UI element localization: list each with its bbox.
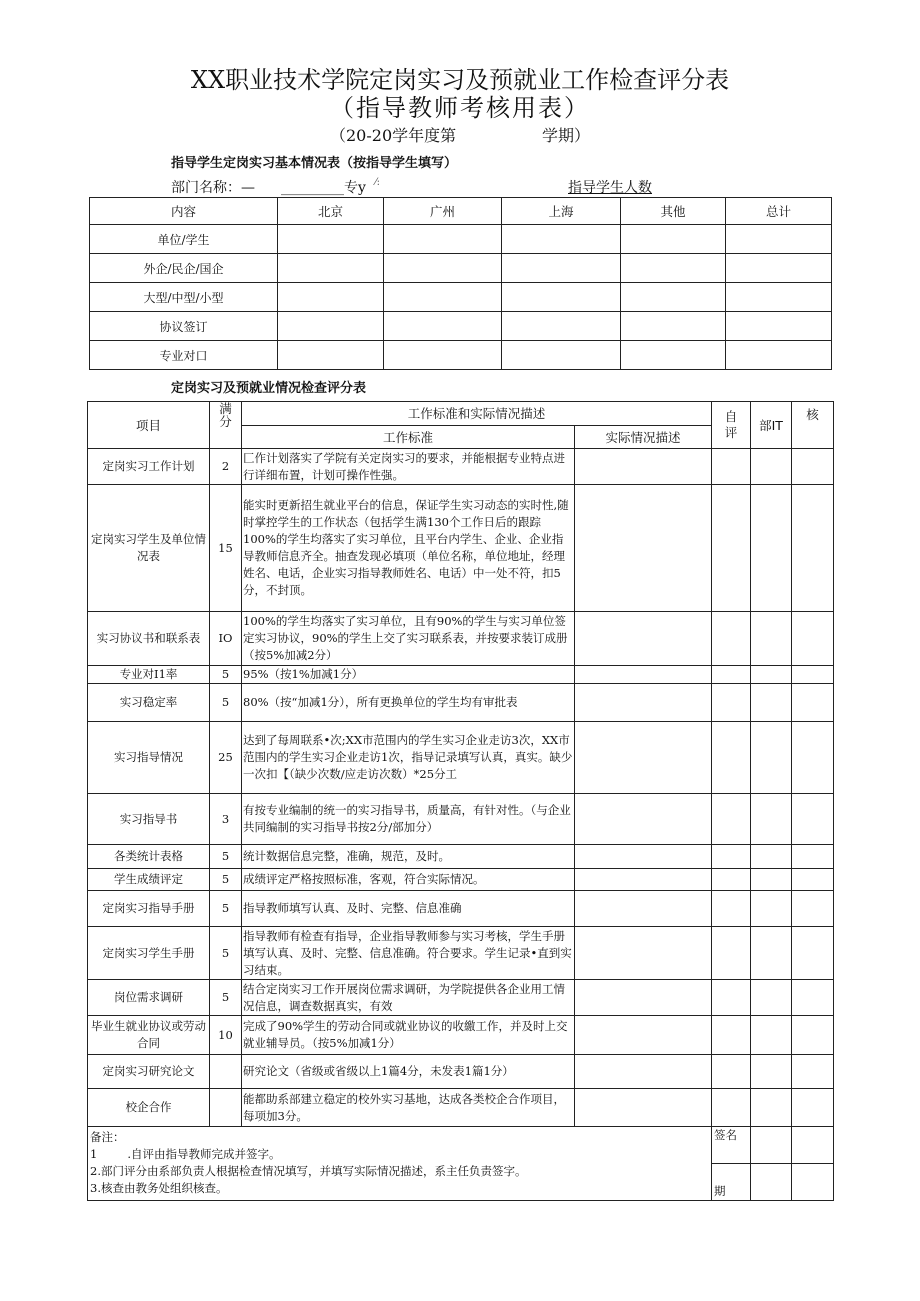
col-dept-eval: 部IT bbox=[751, 402, 792, 449]
table-row bbox=[88, 845, 834, 869]
eval-item: 专业对I1率 bbox=[88, 666, 210, 684]
eval-dept-input[interactable] bbox=[751, 891, 792, 927]
eval-check-input[interactable] bbox=[792, 845, 834, 869]
eval-full-score: 5 bbox=[210, 869, 242, 891]
eval-standard: 有按专业编制的统一的实习指导书，质量高，有针对性。（与企业共同编制的实习指导书按2分/部加分） bbox=[242, 794, 575, 845]
table-row bbox=[88, 684, 834, 722]
eval-full-score: 5 bbox=[210, 927, 242, 980]
eval-full-score: 5 bbox=[210, 891, 242, 927]
col-actual: 实际情况描述 bbox=[575, 426, 712, 449]
table-row bbox=[88, 980, 834, 1016]
eval-check-input[interactable] bbox=[792, 485, 834, 612]
student-count-label: 指导学生人数 bbox=[568, 180, 652, 196]
eval-standard: 匚作计划落实了学院有关定岗实习的要求，并能根据专业特点进行详细布置，计划可操作性强。 bbox=[242, 449, 575, 485]
eval-dept-input[interactable] bbox=[751, 845, 792, 869]
dept-mark: ⁄: bbox=[375, 177, 381, 188]
input-cell[interactable] bbox=[278, 341, 384, 370]
col-total: 总计 bbox=[726, 198, 832, 225]
table-row bbox=[88, 1055, 834, 1089]
eval-standard: 结合定岗实习工作开展岗位需求调研，为学院提供各企业用工情况信息，调查数据真实，有效 bbox=[242, 980, 575, 1016]
eval-dept-input[interactable] bbox=[751, 1055, 792, 1089]
eval-item: 实习指导情况 bbox=[88, 722, 210, 794]
col-check: 核 bbox=[792, 402, 834, 449]
input-cell[interactable] bbox=[384, 341, 502, 370]
input-cell[interactable] bbox=[384, 283, 502, 312]
table-row bbox=[90, 341, 832, 370]
eval-full-score: 5 bbox=[210, 684, 242, 722]
eval-self-input[interactable] bbox=[712, 1016, 751, 1055]
basic-info-table bbox=[89, 197, 832, 370]
eval-standard: 80%（按“加减1分），所有更换单位的学生均有审批表 bbox=[242, 684, 575, 722]
table-row bbox=[90, 312, 832, 341]
eval-dept-input[interactable] bbox=[751, 1016, 792, 1055]
note-1-text: .自评由指导教师完成并签字。 bbox=[127, 1147, 281, 1161]
eval-check-input[interactable] bbox=[792, 891, 834, 927]
note-line-1 bbox=[90, 1146, 709, 1163]
table-row bbox=[90, 225, 832, 254]
eval-check-input[interactable] bbox=[792, 612, 834, 666]
eval-check-input[interactable] bbox=[792, 722, 834, 794]
table-row bbox=[88, 612, 834, 666]
term-left: （20-20学年度第 bbox=[330, 126, 457, 145]
eval-dept-input[interactable] bbox=[751, 449, 792, 485]
eval-item: 岗位需求调研 bbox=[88, 980, 210, 1016]
section1-heading: 指导学生定岗实习基本情况表（按指导学生填写） bbox=[171, 156, 458, 171]
eval-full-score: 10 bbox=[210, 1016, 242, 1055]
eval-check-input[interactable] bbox=[792, 666, 834, 684]
input-cell[interactable] bbox=[726, 312, 832, 341]
input-cell[interactable] bbox=[726, 254, 832, 283]
eval-self-input[interactable] bbox=[712, 794, 751, 845]
eval-actual-input[interactable] bbox=[575, 891, 712, 927]
eval-check-input[interactable] bbox=[792, 449, 834, 485]
eval-self-input[interactable] bbox=[712, 1055, 751, 1089]
eval-actual-input[interactable] bbox=[575, 927, 712, 980]
eval-dept-input[interactable] bbox=[751, 1089, 792, 1127]
eval-actual-input[interactable] bbox=[575, 684, 712, 722]
eval-item: 校企合作 bbox=[88, 1089, 210, 1127]
input-cell[interactable] bbox=[726, 225, 832, 254]
eval-self-input[interactable] bbox=[712, 980, 751, 1016]
eval-actual-input[interactable] bbox=[575, 1089, 712, 1127]
eval-actual-input[interactable] bbox=[575, 722, 712, 794]
table-row bbox=[90, 254, 832, 283]
eval-self-input[interactable] bbox=[712, 684, 751, 722]
input-cell[interactable] bbox=[726, 283, 832, 312]
eval-self-input[interactable] bbox=[712, 891, 751, 927]
eval-item: 实习稳定率 bbox=[88, 684, 210, 722]
input-cell[interactable] bbox=[502, 254, 621, 283]
input-cell[interactable] bbox=[726, 341, 832, 370]
eval-item: 定岗实习学生及单位情况表 bbox=[88, 485, 210, 612]
dept-line bbox=[171, 177, 871, 197]
input-cell[interactable] bbox=[502, 312, 621, 341]
eval-self-input[interactable] bbox=[712, 927, 751, 980]
eval-dept-input[interactable] bbox=[751, 794, 792, 845]
input-cell[interactable] bbox=[502, 341, 621, 370]
eval-item: 各类统计表格 bbox=[88, 845, 210, 869]
eval-item: 定岗实习工作计划 bbox=[88, 449, 210, 485]
col-beijing: 北京 bbox=[278, 198, 384, 225]
eval-standard: 能实时更新招生就业平台的信息，保证学生实习动态的实时性,随时掌控学生的工作状态（包括学生满130个工作日后的跟踪100%的学生均落实了实习单位，且平台内学生、企业、企业指导教师信息齐全。抽查发现必填项（单位名称，单位地址，经理姓名、电话，企业实习指导教师姓名、电话）中一处不符，扣5分，不封顶。 bbox=[242, 485, 575, 612]
page-title: XX职业技术学院定岗实习及预就业工作检查评分表 bbox=[190, 66, 730, 94]
row-label: 专业对口 bbox=[90, 341, 278, 370]
input-cell[interactable] bbox=[502, 283, 621, 312]
table-row bbox=[88, 722, 834, 794]
col-desc-group: 工作标准和实际情况描述 bbox=[242, 402, 712, 426]
notes-cell bbox=[88, 1127, 712, 1201]
eval-check-input[interactable] bbox=[792, 684, 834, 722]
sign-label: 签名 bbox=[712, 1127, 751, 1164]
col-standard: 工作标准 bbox=[242, 426, 575, 449]
input-cell[interactable] bbox=[278, 283, 384, 312]
eval-actual-input[interactable] bbox=[575, 980, 712, 1016]
eval-check-input[interactable] bbox=[792, 980, 834, 1016]
col-content: 内容 bbox=[90, 198, 278, 225]
input-cell[interactable] bbox=[621, 283, 726, 312]
date-label: 期 bbox=[712, 1164, 751, 1201]
eval-item: 毕业生就业协议或劳动合同 bbox=[88, 1016, 210, 1055]
input-cell[interactable] bbox=[621, 312, 726, 341]
eval-standard: 指导教师填写认真、及时、完整、信息准确 bbox=[242, 891, 575, 927]
eval-check-input[interactable] bbox=[792, 1055, 834, 1089]
sign-check-input[interactable] bbox=[792, 1127, 834, 1164]
eval-standard: 达到了每周联系•次;XX市范围内的学生实习企业走访3次，XX市范围内的学生实习企业走访1次，指导记录填写认真，真实。缺少一次扣【（缺少次数/应走访次数）*25分工 bbox=[242, 722, 575, 794]
table-row bbox=[88, 927, 834, 980]
table-row bbox=[88, 1089, 834, 1127]
row-label: 单位/学生 bbox=[90, 225, 278, 254]
eval-standard: 研究论文（省级或省级以上1篇4分，未发表1篇1分） bbox=[242, 1055, 575, 1089]
eval-actual-input[interactable] bbox=[575, 612, 712, 666]
eval-item: 定岗实习指导手册 bbox=[88, 891, 210, 927]
col-full-score: 满 分 bbox=[210, 402, 242, 449]
table-row bbox=[88, 891, 834, 927]
row-label: 协议签订 bbox=[90, 312, 278, 341]
notes-row bbox=[88, 1127, 834, 1164]
eval-dept-input[interactable] bbox=[751, 869, 792, 891]
eval-dept-input[interactable] bbox=[751, 927, 792, 980]
page-subtitle: （指导教师考核用表） bbox=[330, 94, 590, 122]
eval-full-score: 15 bbox=[210, 485, 242, 612]
eval-full-score: IO bbox=[210, 612, 242, 666]
eval-check-input[interactable] bbox=[792, 1089, 834, 1127]
eval-full-score bbox=[210, 1055, 242, 1089]
eval-item: 定岗实习研究论文 bbox=[88, 1055, 210, 1089]
note-1-num: 1 bbox=[90, 1147, 98, 1161]
eval-dept-input[interactable] bbox=[751, 485, 792, 612]
eval-standard: 指导教师有检查有指导，企业指导教师参与实习考核，学生手册填写认真、及时、完整、信息准确。符合要求。学生记录•直到实习结束。 bbox=[242, 927, 575, 980]
table-row bbox=[88, 1016, 834, 1055]
eval-full-score bbox=[210, 1089, 242, 1127]
eval-actual-input[interactable] bbox=[575, 485, 712, 612]
eval-full-score: 25 bbox=[210, 722, 242, 794]
eval-dept-input[interactable] bbox=[751, 612, 792, 666]
table-row bbox=[88, 449, 834, 485]
section2-heading: 定岗实习及预就业情况检查评分表 bbox=[171, 381, 367, 396]
note-line-2: 2.部门评分由系部负责人根据检查情况填写，并填写实际情况描述，系主任负责签字。 bbox=[90, 1164, 527, 1178]
eval-item: 实习协议书和联系表 bbox=[88, 612, 210, 666]
input-cell[interactable] bbox=[621, 341, 726, 370]
eval-dept-input[interactable] bbox=[751, 980, 792, 1016]
table-row bbox=[90, 283, 832, 312]
col-self-eval: 自 评 bbox=[712, 402, 751, 449]
input-cell[interactable] bbox=[278, 225, 384, 254]
sign-dept-input[interactable] bbox=[751, 1127, 792, 1164]
eval-self-input[interactable] bbox=[712, 869, 751, 891]
eval-self-input[interactable] bbox=[712, 485, 751, 612]
evaluation-table bbox=[87, 401, 834, 1201]
eval-actual-input[interactable] bbox=[575, 1055, 712, 1089]
input-cell[interactable] bbox=[502, 225, 621, 254]
eval-item: 学生成绩评定 bbox=[88, 869, 210, 891]
row-label: 大型/中型/小型 bbox=[90, 283, 278, 312]
eval-item: 实习指导书 bbox=[88, 794, 210, 845]
table-row bbox=[88, 485, 834, 612]
eval-check-input[interactable] bbox=[792, 927, 834, 980]
eval-dept-input[interactable] bbox=[751, 684, 792, 722]
notes-label: 备注： bbox=[90, 1130, 125, 1144]
eval-self-input[interactable] bbox=[712, 722, 751, 794]
eval-check-input[interactable] bbox=[792, 1016, 834, 1055]
eval-standard: 100%的学生均落实了实习单位，且有90%的学生与实习单位签定实习协议，90%的学生上交了实习联系表，并按要求装订成册（按5%加减2分） bbox=[242, 612, 575, 666]
term-right: 学期） bbox=[542, 126, 591, 145]
col-item: 项目 bbox=[88, 402, 210, 449]
basic-info-header-row bbox=[90, 198, 832, 225]
date-dept-input[interactable] bbox=[751, 1164, 792, 1201]
eval-self-input[interactable] bbox=[712, 449, 751, 485]
eval-self-input[interactable] bbox=[712, 1089, 751, 1127]
eval-self-input[interactable] bbox=[712, 666, 751, 684]
eval-actual-input[interactable] bbox=[575, 794, 712, 845]
eval-standard: 完成了90%学生的劳动合同或就业协议的收繳工作，并及时上交就业辅导员。（按5%加减1分） bbox=[242, 1016, 575, 1055]
col-guangzhou: 广州 bbox=[384, 198, 502, 225]
input-cell[interactable] bbox=[621, 254, 726, 283]
eval-full-score: 2 bbox=[210, 449, 242, 485]
input-cell[interactable] bbox=[384, 225, 502, 254]
dept-label: 部门名称：— bbox=[171, 180, 255, 196]
row-label: 外企/民企/国企 bbox=[90, 254, 278, 283]
dept-blank: _________专y bbox=[281, 180, 366, 196]
table-row bbox=[88, 869, 834, 891]
eval-full-score: 5 bbox=[210, 980, 242, 1016]
eval-header-row-1 bbox=[88, 402, 834, 426]
table-row bbox=[88, 794, 834, 845]
input-cell[interactable] bbox=[278, 312, 384, 341]
eval-dept-input[interactable] bbox=[751, 722, 792, 794]
input-cell[interactable] bbox=[621, 225, 726, 254]
eval-full-score: 5 bbox=[210, 666, 242, 684]
eval-check-input[interactable] bbox=[792, 869, 834, 891]
eval-standard: 成绩评定严格按照标准，客观，符合实际情况。 bbox=[242, 869, 575, 891]
eval-item: 定岗实习学生手册 bbox=[88, 927, 210, 980]
input-cell[interactable] bbox=[384, 254, 502, 283]
input-cell[interactable] bbox=[278, 254, 384, 283]
eval-standard: 95%（按1%加减1分） bbox=[242, 666, 575, 684]
eval-actual-input[interactable] bbox=[575, 869, 712, 891]
note-line-3: 3.核查由教务处组织核查。 bbox=[90, 1181, 228, 1195]
col-other: 其他 bbox=[621, 198, 726, 225]
eval-actual-input[interactable] bbox=[575, 1016, 712, 1055]
eval-self-input[interactable] bbox=[712, 845, 751, 869]
eval-actual-input[interactable] bbox=[575, 666, 712, 684]
eval-dept-input[interactable] bbox=[751, 666, 792, 684]
date-check-input[interactable] bbox=[792, 1164, 834, 1201]
eval-standard: 能都助系部建立稳定的校外实习基地，达成各类校企合作项目，每项加3分。 bbox=[242, 1089, 575, 1127]
eval-actual-input[interactable] bbox=[575, 845, 712, 869]
table-row bbox=[88, 666, 834, 684]
eval-full-score: 5 bbox=[210, 845, 242, 869]
eval-check-input[interactable] bbox=[792, 794, 834, 845]
eval-self-input[interactable] bbox=[712, 612, 751, 666]
input-cell[interactable] bbox=[384, 312, 502, 341]
eval-actual-input[interactable] bbox=[575, 449, 712, 485]
col-shanghai: 上海 bbox=[502, 198, 621, 225]
eval-full-score: 3 bbox=[210, 794, 242, 845]
eval-standard: 统计数据信息完整，准确，规范，及时。 bbox=[242, 845, 575, 869]
